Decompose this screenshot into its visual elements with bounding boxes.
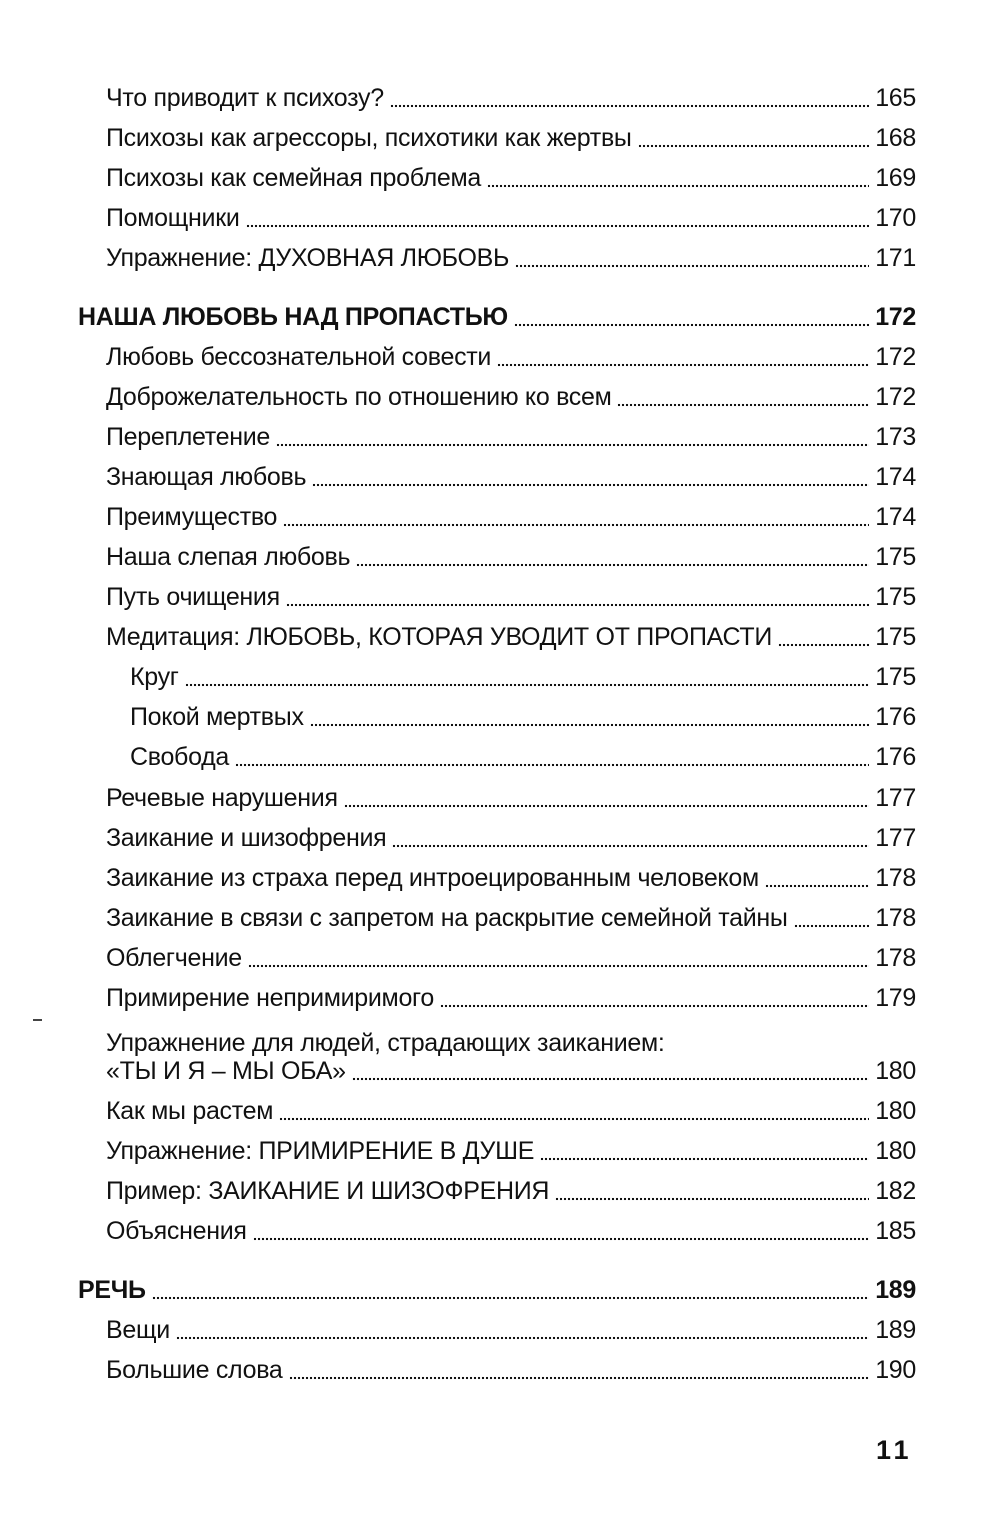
toc-entry-page: 178 <box>875 904 916 932</box>
toc-leader-dots <box>638 144 870 148</box>
toc-entry-title: Заикание в связи с запретом на раскрытие семейной тайны <box>106 904 788 932</box>
toc-leader-dots <box>344 804 870 808</box>
toc-entry-page: 177 <box>875 784 916 812</box>
toc-entry-page: 174 <box>875 503 916 531</box>
toc-subentry <box>130 697 916 737</box>
toc-entry-page: 175 <box>875 623 916 651</box>
toc-entry-page: 179 <box>875 984 916 1012</box>
toc-leader-dots <box>253 1237 870 1241</box>
toc-entry <box>106 118 916 158</box>
toc-entry <box>106 337 916 377</box>
toc-entry <box>106 938 916 978</box>
toc-entry <box>106 1131 916 1171</box>
toc-entry <box>106 377 916 417</box>
toc-entry-title: Как мы растем <box>106 1097 274 1125</box>
toc-entry <box>106 417 916 457</box>
toc-leader-dots <box>286 603 869 607</box>
toc-entry <box>106 158 916 198</box>
toc-entry-page: 173 <box>875 423 916 451</box>
toc-entry <box>106 238 916 278</box>
toc-leader-dots <box>356 563 869 567</box>
toc-entry <box>106 978 916 1018</box>
toc-entry-title: «ТЫ И Я – МЫ ОБА» <box>106 1057 346 1085</box>
toc-entry <box>106 898 916 938</box>
toc-entry-title: Преимущество <box>106 503 278 531</box>
toc-entry <box>106 537 916 577</box>
toc-entry-page: 172 <box>875 343 916 371</box>
toc-entry-page: 165 <box>875 84 916 112</box>
toc-entry-title: Вещи <box>106 1316 170 1344</box>
toc-entry-page: 175 <box>875 543 916 571</box>
toc-entry <box>106 858 916 898</box>
toc-entry-page: 190 <box>875 1356 916 1384</box>
toc-leader-dots <box>392 844 869 848</box>
toc-entry-title: Заикание и шизофрения <box>106 824 387 852</box>
toc-leader-dots <box>765 884 869 888</box>
toc-entry-title: Упражнение: ПРИМИРЕНИЕ В ДУШЕ <box>106 1137 535 1165</box>
toc-entry <box>106 497 916 537</box>
toc-entry <box>106 1171 916 1211</box>
toc-entry-title: Помощники <box>106 204 240 232</box>
toc-entry-page: 174 <box>875 463 916 491</box>
toc-leader-dots <box>778 643 869 647</box>
toc-entry-title: Медитация: ЛЮБОВЬ, КОТОРАЯ УВОДИТ ОТ ПРОПАСТИ <box>106 623 773 651</box>
toc-leader-dots <box>440 1004 869 1008</box>
toc-leader-dots <box>555 1197 869 1201</box>
toc-entry-title: Доброжелательность по отношению ко всем <box>106 383 612 411</box>
toc-entry-title: Переплетение <box>106 423 271 451</box>
toc-subentry-title: Свобода <box>130 743 230 771</box>
toc-leader-dots <box>310 723 870 727</box>
toc-leader-dots <box>497 363 869 367</box>
toc-leader-dots <box>246 224 870 228</box>
toc-chapter-title: НАША ЛЮБОВЬ НАД ПРОПАСТЬЮ <box>78 303 508 331</box>
toc-subentry-title: Круг <box>130 663 179 691</box>
toc-chapter-page: 189 <box>875 1276 916 1304</box>
toc-entry <box>106 818 916 858</box>
toc-subentry-page: 176 <box>875 703 916 731</box>
toc-entry-page: 180 <box>875 1097 916 1125</box>
toc-entry-title: Примирение непримиримого <box>106 984 434 1012</box>
toc-leader-dots <box>185 683 870 687</box>
toc-subentry <box>130 657 916 697</box>
toc-chapter-title: РЕЧЬ <box>78 1276 146 1304</box>
toc-leader-dots <box>279 1117 869 1121</box>
toc-entry <box>106 457 916 497</box>
toc-entry-title: Пример: ЗАИКАНИЕ И ШИЗОФРЕНИЯ <box>106 1177 550 1205</box>
toc-entry-title: Большие слова <box>106 1356 283 1384</box>
toc-leader-dots <box>617 403 869 407</box>
toc-entry-page: 170 <box>875 204 916 232</box>
toc-entry-title: Знающая любовь <box>106 463 307 491</box>
toc-entry-page: 175 <box>875 583 916 611</box>
toc-entry <box>106 1091 916 1131</box>
toc-leader-dots <box>276 443 869 447</box>
toc-entry-page: 189 <box>875 1316 916 1344</box>
toc-leader-dots <box>514 323 869 327</box>
toc-entry <box>106 778 916 818</box>
toc-leader-dots <box>235 763 869 767</box>
toc-entry-page: 178 <box>875 864 916 892</box>
toc-entry-title: Наша слепая любовь <box>106 543 351 571</box>
toc-entry-title: Речевые нарушения <box>106 784 338 812</box>
toc-leader-dots <box>248 964 869 968</box>
toc-entry <box>106 617 916 657</box>
toc-entry-page: 180 <box>875 1057 916 1085</box>
toc-entry-title: Путь очищения <box>106 583 280 611</box>
toc-leader-dots <box>283 523 869 527</box>
toc-leader-dots <box>152 1296 870 1300</box>
toc-leader-dots <box>540 1157 869 1161</box>
toc-chapter <box>78 297 916 337</box>
toc-leader-dots <box>352 1077 869 1081</box>
toc-leader-dots <box>794 924 870 928</box>
toc-entry-page: 180 <box>875 1137 916 1165</box>
toc-entry-title: Психозы как семейная проблема <box>106 164 482 192</box>
toc-chapter <box>78 1270 916 1310</box>
toc-leader-dots <box>487 184 869 188</box>
toc-leader-dots <box>312 483 869 487</box>
toc-entry-title: Облегчение <box>106 944 242 972</box>
toc-entry-page: 177 <box>875 824 916 852</box>
toc-leader-dots <box>289 1376 870 1380</box>
toc-entry <box>106 78 916 118</box>
toc-chapter-page: 172 <box>875 303 916 331</box>
toc-entry-page: 169 <box>875 164 916 192</box>
toc-subentry <box>130 737 916 777</box>
toc-leader-dots <box>176 1336 869 1340</box>
toc-entry-page: 172 <box>875 383 916 411</box>
toc-entry <box>106 1350 916 1390</box>
toc-entry-page: 185 <box>875 1217 916 1245</box>
toc-entry-title: Что приводит к психозу? <box>106 84 384 112</box>
toc-entry <box>106 1051 916 1091</box>
toc-entry-page: 182 <box>875 1177 916 1205</box>
toc-entry-title: Любовь бессознательной совести <box>106 343 492 371</box>
toc-entry-page: 168 <box>875 124 916 152</box>
toc-entry-title: Психозы как агрессоры, психотики как жертвы <box>106 124 632 152</box>
toc-subentry-page: 176 <box>875 743 916 771</box>
toc-leader-dots <box>390 104 869 108</box>
page-number: 11 <box>876 1435 913 1465</box>
toc-subentry-title: Покой мертвых <box>130 703 304 731</box>
toc-entry-title: Упражнение: ДУХОВНАЯ ЛЮБОВЬ <box>106 244 510 272</box>
toc-entry-page: 171 <box>875 244 916 272</box>
toc-entry-title: Объяснения <box>106 1217 247 1245</box>
scan-mark <box>33 1019 42 1021</box>
toc-entry-title-line1: Упражнение для людей, страдающих заиканием: <box>106 1029 665 1057</box>
toc-entry <box>106 198 916 238</box>
toc-entry <box>106 577 916 617</box>
toc-entry-title: Заикание из страха перед интроецированным человеком <box>106 864 759 892</box>
toc-leader-dots <box>515 264 869 268</box>
toc-subentry-page: 175 <box>875 663 916 691</box>
toc-entry-page: 178 <box>875 944 916 972</box>
toc-entry <box>106 1310 916 1350</box>
toc-entry <box>106 1211 916 1251</box>
